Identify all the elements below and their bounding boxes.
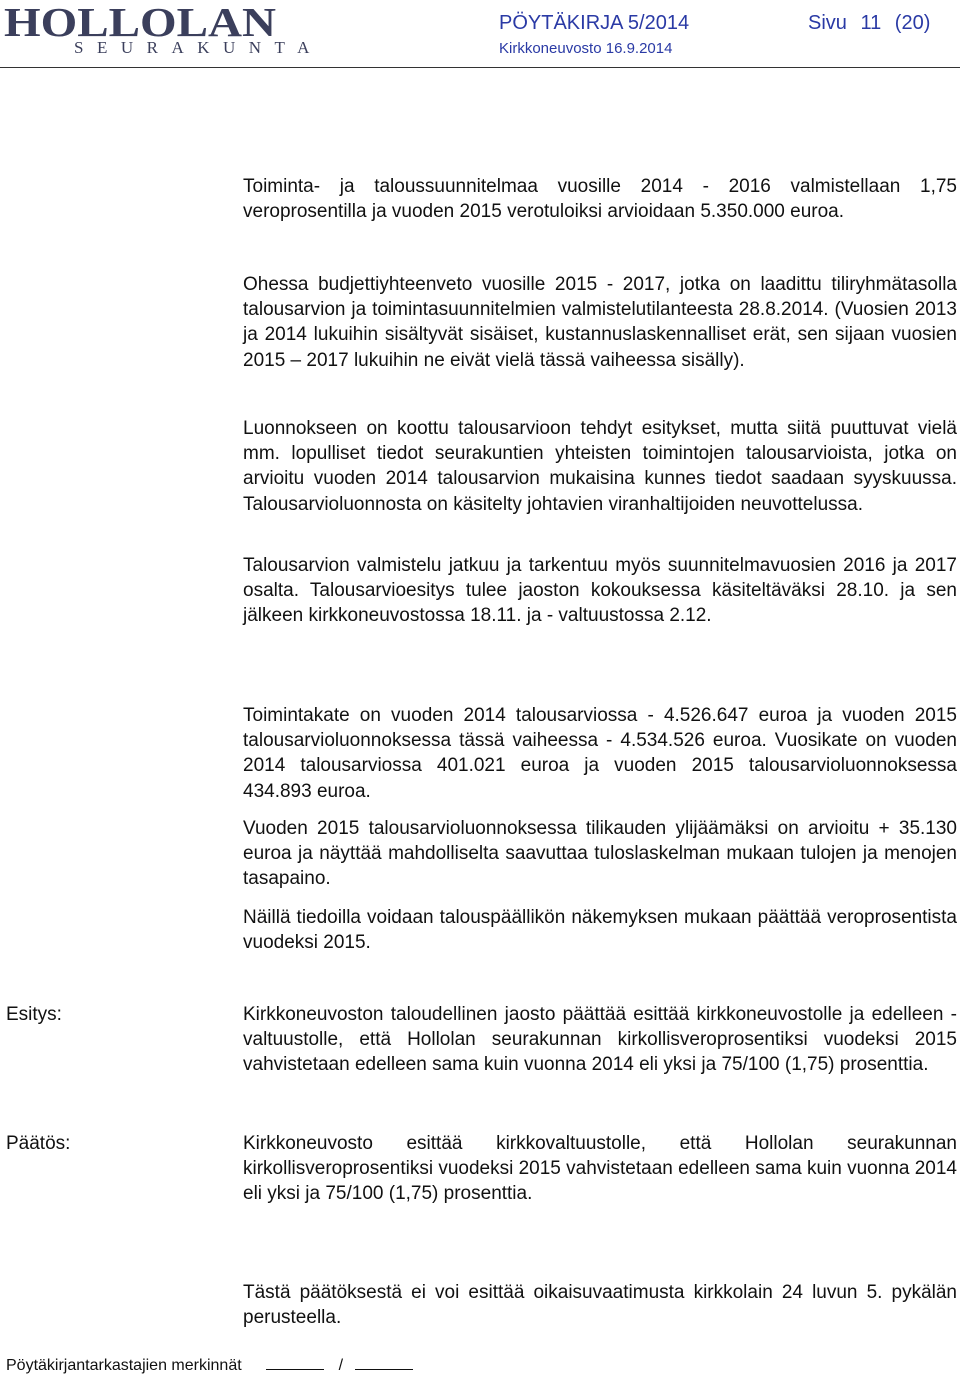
logo-subtitle: SEURAKUNTA [74,38,323,57]
proposal-label: Esitys: [6,1004,62,1025]
paragraph-surplus: Vuoden 2015 talousarvioluonnoksessa tilikauden ylijäämäksi on arvioitu + 35.130 euroa ja näyttää mahdolliselta saavuttaa tuloslaskelman mukaan tulojen ja menojen tasapaino. [243,818,957,890]
logo-wordmark [4,2,280,42]
paragraph-draft-notes: Luonnokseen on koottu talousarvioon tehdyt esitykset, mutta siitä puuttuvat vielä mm. lopulliset tiedot seurakuntien yhteisten toimintojen talousarvioista, jotka on arvioitu vuoden 2014 talousarvion mukaisina kunnes tiedot saadaan syyskuussa. Talousarvioluonnosta on käsitelty johtavien viranhaltijoiden neuvottelussa. [243,418,957,515]
document-title: PÖYTÄKIRJA 5/2014 [499,12,690,34]
hollola-parish-logo [0,2,323,58]
proposal-text: Kirkkoneuvoston taloudellinen jaosto päättää esittää kirkkoneuvostolle ja edelleen -valtuustolle, että Hollolan seurakunnan kirkollisveroprosentiksi vuodeksi 2015 vahvistetaan edelleen sama kuin vuonna 2014 eli yksi ja 75/100 (1,75) prosenttia. [243,1004,957,1076]
paragraph-budget-summary: Ohessa budjettiyhteenveto vuosille 2015 - 2017, jotka on laadittu tiliryhmätasolla talousarvion ja toimintasuunnitelmien valmistelutilanteesta 28.8.2014. (Vuosien 2013 ja 2014 lukuihin sisältyvät sisäiset, kustannuslaskennalliset erät, sen sijaan vuosien 2015 – 2017 lukuihin ne eivät vielä tässä vaiheessa sisälly). [243,274,957,371]
paragraph-tax-rate: Toiminta- ja taloussuunnitelmaa vuosille 2014 - 2016 valmistellaan 1,75 veroprosentilla ja vuoden 2015 verotuloiksi arvioidaan 5.350.000 euroa. [243,176,957,223]
logo-name-text: HOLLOLAN [4,2,277,42]
meeting-info: Kirkkoneuvosto 16.9.2014 [499,40,673,57]
signature-blank-2 [355,1355,413,1370]
signature-blank-1 [266,1355,324,1370]
decision-text: Kirkkoneuvosto esittää kirkkovaltuustolle, että Hollolan seurakunnan kirkollisveroprosentiksi vuodeksi 2015 vahvistetaan edelleen sama kuin vuonna 2014 eli yksi ja 75/100 (1,75) prosenttia. [243,1133,957,1205]
footer-label: Pöytäkirjantarkastajien merkinnät [6,1357,242,1374]
header-divider [0,67,960,68]
footer [6,1355,413,1375]
page-number: Sivu 11 (20) [808,12,931,34]
paragraph-conclusion: Näillä tiedoilla voidaan talouspäällikön näkemyksen mukaan päättää veroprosentista vuodeksi 2015. [243,907,957,954]
appeal-note: Tästä päätöksestä ei voi esittää oikaisuvaatimusta kirkkolain 24 luvun 5. pykälän perusteella. [243,1282,957,1329]
decision-label: Päätös: [6,1133,71,1154]
paragraph-operating-margin: Toimintakate on vuoden 2014 talousarviossa - 4.526.647 euroa ja vuoden 2015 talousarvioluonnoksessa tässä vaiheessa - 4.534.526 euroa. Vuosikate on vuoden 2014 talousarviossa 401.021 euroa ja vuoden 2015 talousarvioluonnoksessa 434.893 euroa. [243,705,957,802]
paragraph-schedule: Talousarvion valmistelu jatkuu ja tarkentuu myös suunnitelmavuosien 2016 ja 2017 osalta. Talousarvioesitys tulee jaoston kokouksessa käsiteltäväksi 28.10. ja sen jälkeen kirkkoneuvostossa 18.11. ja - valtuustossa 2.12. [243,555,957,627]
footer-separator: / [338,1357,344,1374]
